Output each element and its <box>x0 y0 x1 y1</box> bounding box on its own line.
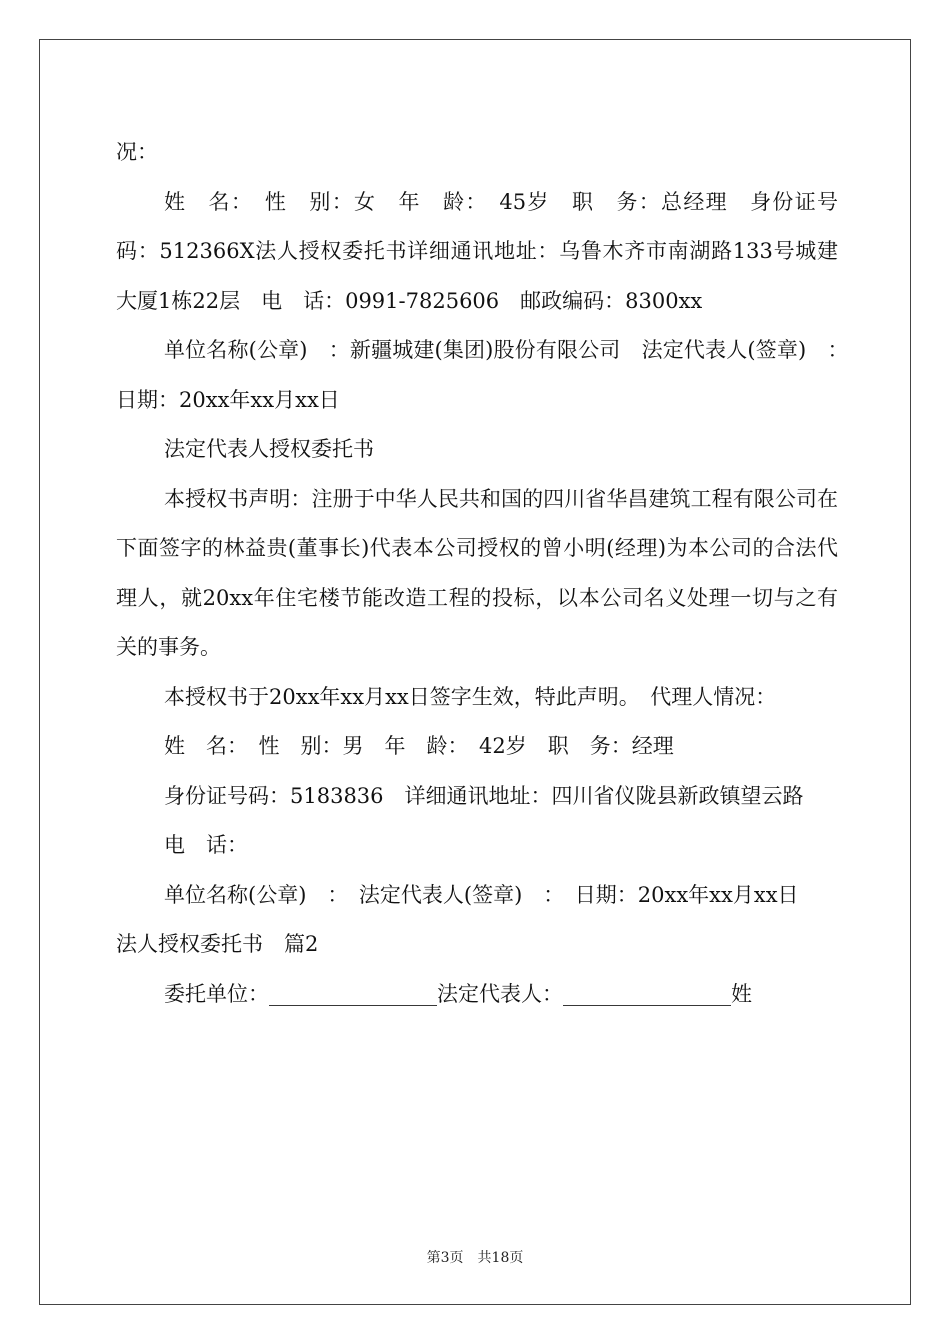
section-heading: 法人授权委托书 篇2 <box>116 932 319 956</box>
paragraph-9: 电 话： <box>164 833 248 857</box>
paragraph-8: 身份证号码：5183836 详细通讯地址：四川省仪陇县新政镇望云路 <box>164 783 804 808</box>
page-footer: 第3页 共18页 <box>426 1250 524 1266</box>
paragraph-10: 单位名称(公章) ： 法定代表人(签章) ： 日期：20xx年xx月xx日 <box>164 882 799 907</box>
paragraph-11: 委托单位：________________法定代表人：________________姓 <box>164 981 752 1006</box>
document-body <box>116 128 859 1019</box>
paragraph-7: 姓 名： 性 别：男 年 龄： 42岁 职 务：经理 <box>164 734 674 758</box>
paragraph-4: 法定代表人授权委托书 <box>164 437 374 461</box>
paragraph-3: 单位名称(公章) ：新疆城建(集团)股份有限公司 法定代表人(签章) ： 日期：20xx年xx月xx日 <box>116 338 859 412</box>
paragraph-6: 本授权书于20xx年xx月xx日签字生效，特此声明。 代理人情况： <box>164 684 777 709</box>
paragraph-5: 本授权书声明：注册于中华人民共和国的四川省华昌建筑工程有限公司在下面签字的林益贵(董事长)代表本公司授权的曾小明(经理)为本公司的合法代理人，就20xx年住宅楼节能改造工程的投标，以本公司名义处理一切与之有关的事务。 <box>116 486 838 659</box>
paragraph-1: 况： <box>116 140 158 164</box>
paragraph-2: 姓 名： 性 别：女 年 龄： 45岁 职 务：总经理 身份证号码：512366X法人授权委托书详细通讯地址：乌鲁木齐市南湖路133号城建大厦1栋22层 电 话：0991-7825606 邮政编码：8300xx <box>116 189 838 313</box>
